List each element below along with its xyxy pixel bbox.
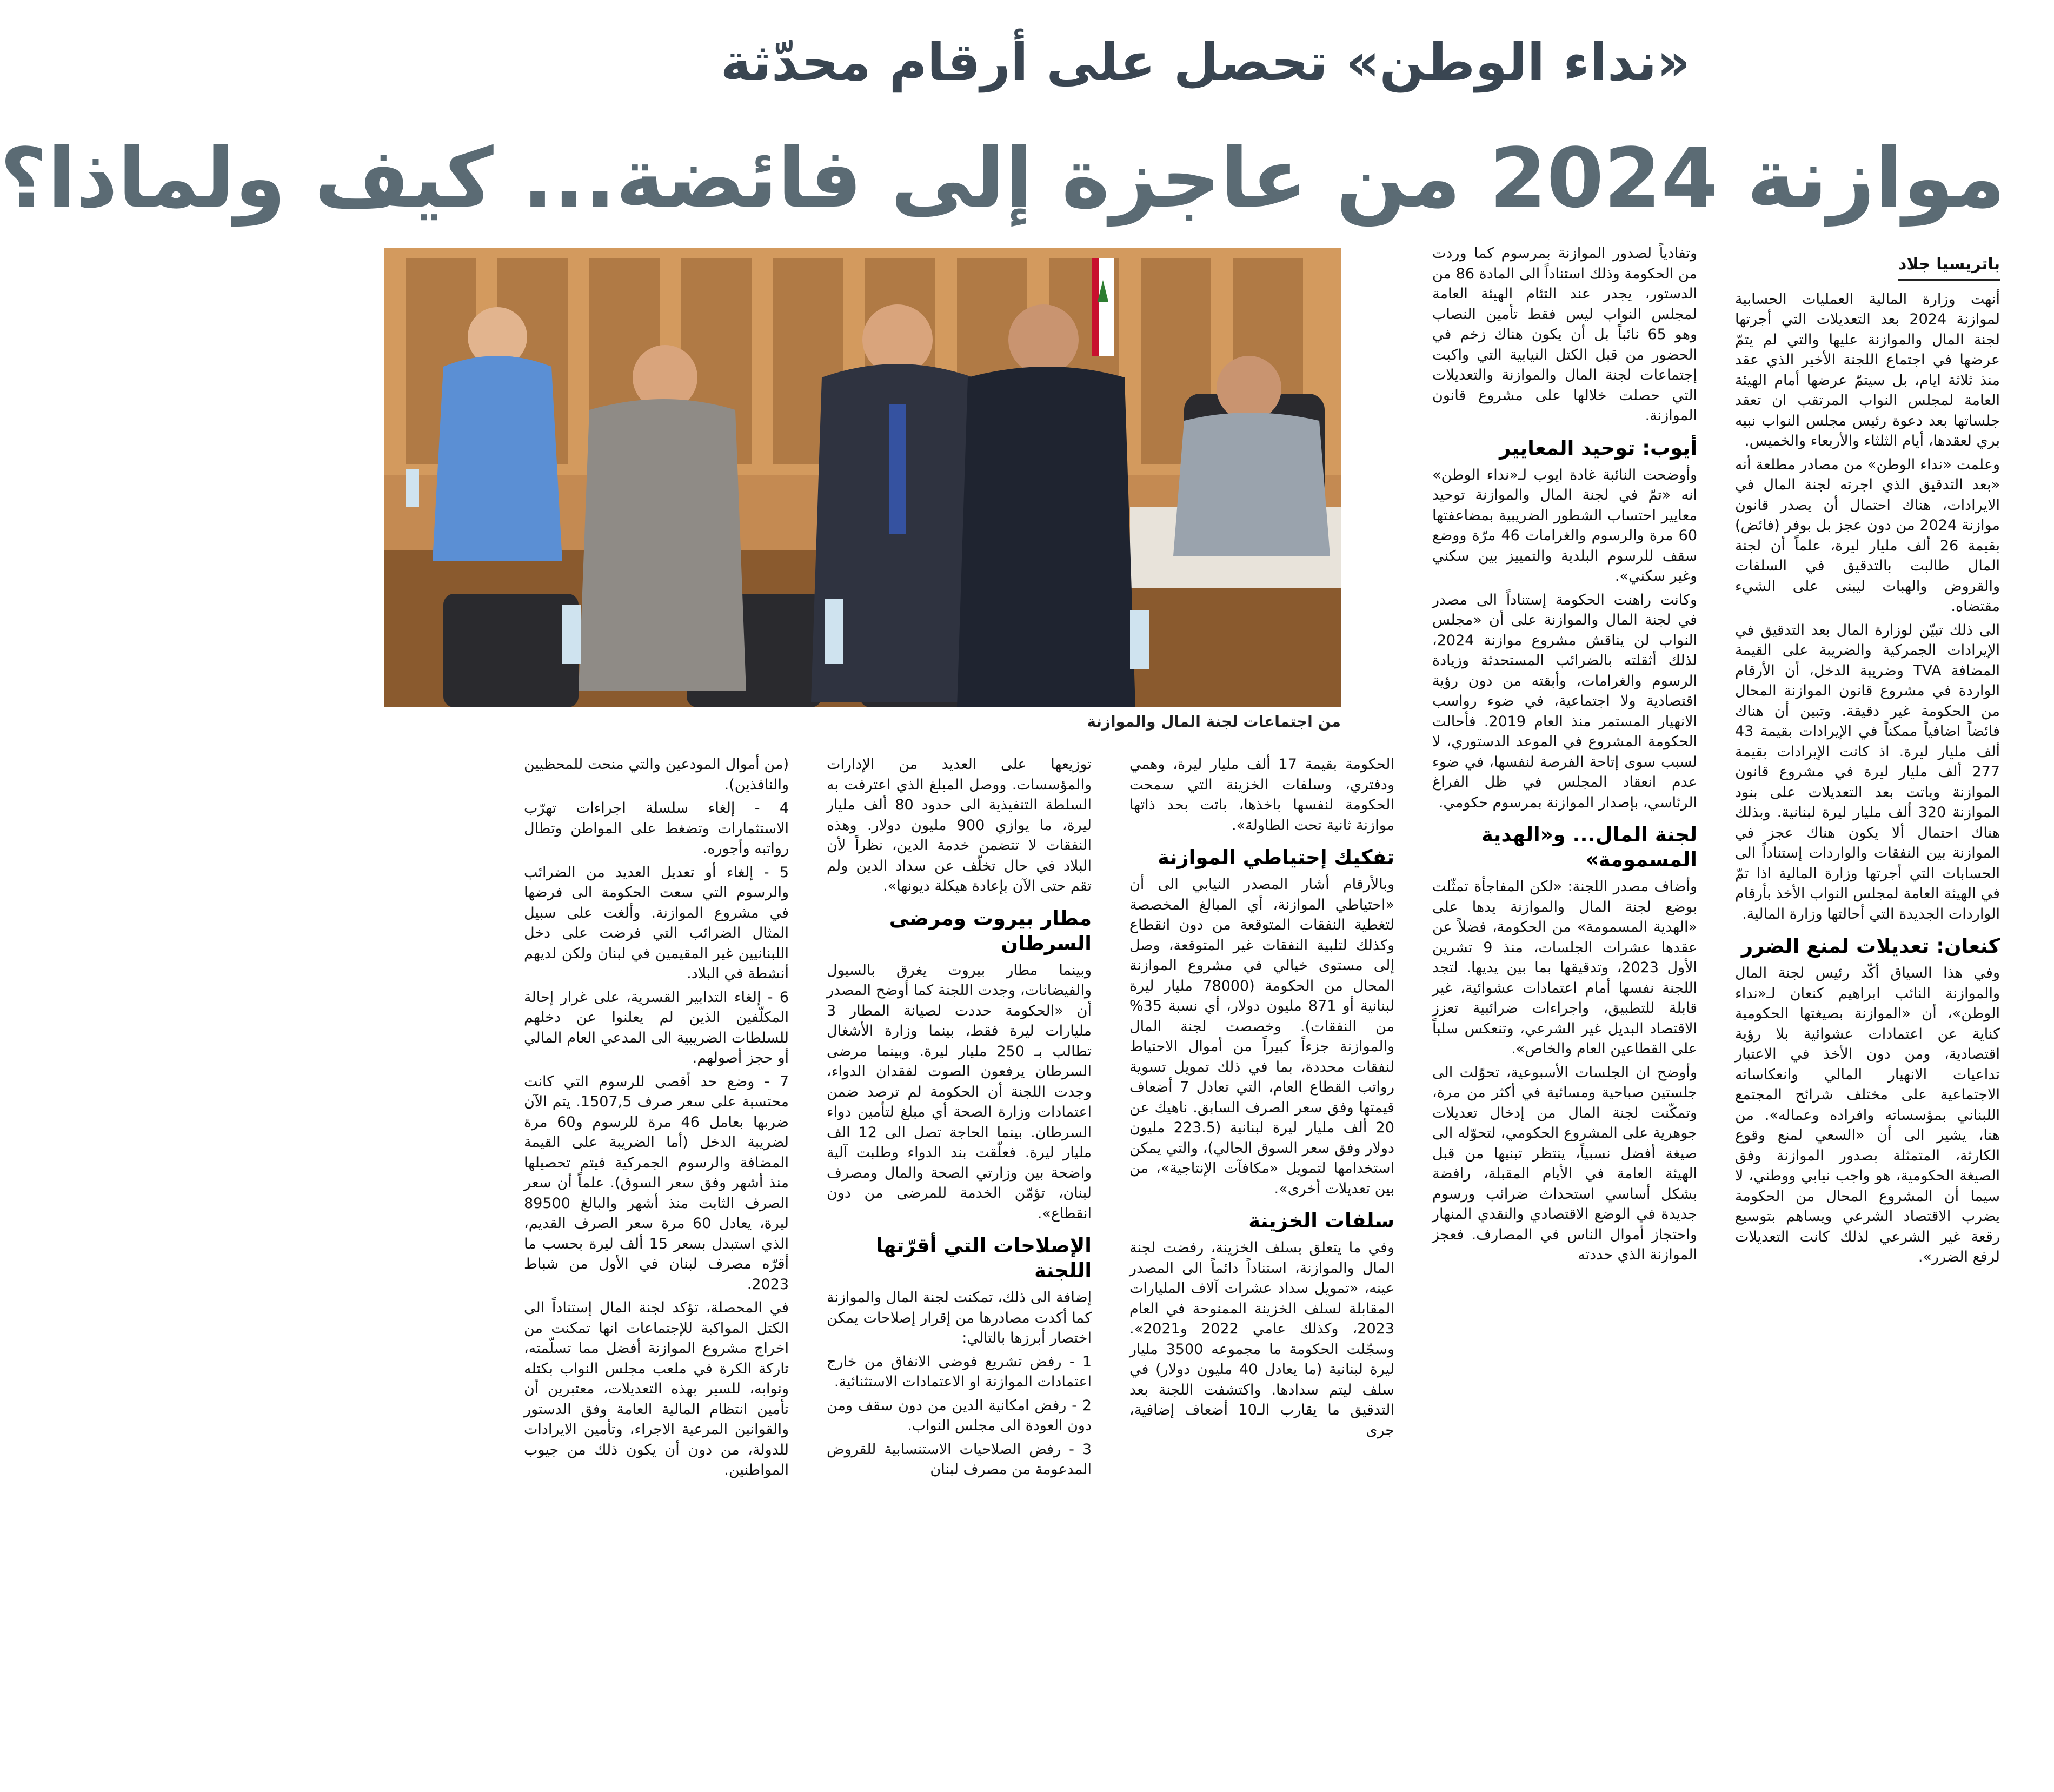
list-item: 5 - إلغاء أو تعديل العديد من الضرائب والرسوم التي سعت الحكومة الى فرضها في مشروع الموازنة. وألغت على سبيل المثال الضرائب التي فرضت على دخل اللبنانيين غير المقيمين في لبنان ولكن لديهم أنشطة في البلاد. [524,864,789,982]
list-item: 2 - رفض امكانية الدين من دون سقف ومن دون العودة الى مجلس النواب. [827,1397,1092,1434]
subheading: تفكيك إحتياطي الموازنة [1158,846,1394,869]
subheading: سلفات الخزينة [1248,1209,1394,1232]
paragraph: وتفادياً لصدور الموازنة بمرسوم كما وردت من الحكومة وذلك استناداً الى المادة 86 من الدستور، يجدر عند التئام الهيئة العامة لمجلس النواب ليس فقط تأمين النصاب وهو 65 نائباً بل أن يكون هناك زخم في الحضور من قبل الكتل النيابية التي واكبت إجتماعات لجنة المال والموازنة والتعديلات التي حصلت خلالها على مشروع قانون الموازنة. [1432,245,1697,424]
article-column-4 [827,754,1092,1763]
paragraph: في المحصلة، تؤكد لجنة المال إستناداً الى الكتل المواكبة للإجتماعات انها تمكنت من اخراج مشروع الموازنة أفضل مما تسلّمته، تاركة الكرة في ملعب مجلس النواب بكتله ونوابه، للسير بهذه التعديلات، معتبرين أن تأمين انتظام المالية العامة وفق الدستور والقوانين المرعية الاجراء، وتأمين الايرادات للدولة، من دون أن يكون ذلك من جيوب المواطنين. [524,1299,789,1478]
news-photo [384,248,1341,707]
list-item: 7 - وضع حد أقصى للرسوم التي كانت محتسبة على سعر صرف 1507,5. يتم الآن ضربها بعامل 46 مرة للرسوم و60 مرة لضريبة الدخل (أما الضريبة على القيمة المضافة والرسوم الجمركية فيتم تحصيلها منذ أشهر وفق سعر السوق). علماً أن سعر الصرف الثابت منذ أشهر والبالغ 89500 ليرة، يعادل 60 مرة سعر الصرف القديم، الذي استبدل بسعر 15 ألف ليرة بحسب ما أقرّه مصرف لبنان في الأول من شباط 2023. [524,1073,789,1293]
paragraph: وفي ما يتعلق بسلف الخزينة، رفضت لجنة المال والموازنة، استناداً دائماً الى المصدر عينه، «تمويل سداد عشرات آلاف المليارات المقابلة لسلف الخزينة الممنوحة في العام 2023، وكذلك عامي 2022 و2021». وسجّلت الحكومة ما مجموعه 3500 مليار ليرة لبنانية (ما يعادل 40 مليون دولار) في سلف ليتم سدادها. واكتشفت اللجنة بعد التدقيق ما يقارب الـ10 أضعاف إضافية، جرى [1129,1239,1395,1439]
list-item: 6 - إلغاء التدابير القسرية، على غرار إحالة المكلّفين الذين لم يعلنوا عن دخلهم للسلطات الضريبية الى المدعي العام المالي أو حجز أصولهم. [524,988,789,1066]
article-column-5 [524,754,789,1763]
article-column-3 [1129,754,1394,1763]
list-item: 3 - رفض الصلاحيات الاستنسابية للقروض المدعومة من مصرف لبنان [827,1441,1092,1478]
paragraph: الحكومة بقيمة 17 ألف مليار ليرة، وهمي ودفتري، وسلفات الخزينة التي سمحت الحكومة لنفسها باخذها، باتت بحد ذاتها موازنة ثانية تحت الطاولة». [1129,756,1395,834]
paragraph: أنهت وزارة المالية العمليات الحسابية لموازنة 2024 بعد التعديلات التي أجرتها لجنة المال والموازنة عليها والتي لم يتمّ عرضها في اجتماع اللجنة الأخير الذي عقد منذ ثلاثة ايام، بل سيتمّ عرضها أمام الهيئة العامة لمجلس النواب المرتقب ان تعقد جلساتها بعد دعوة رئيس مجلس النواب نبيه بري لعقدها، أيام الثلثاء والأربعاء والخميس. [1735,290,2000,449]
subheading: أيوب: توحيد المعايير [1499,436,1697,460]
article-column-1 [1735,254,2000,1763]
photo-caption: من اجتماعات لجنة المال والموازنة [1087,713,1341,731]
paragraph: وبينما مطار بيروت يغرق بالسيول والفيضانات، وجدت اللجنة كما أوضح المصدر أن «الحكومة حددت لصيانة المطار 3 مليارات ليرة فقط، بينما وزارة الأشغال تطالب بـ 250 مليار ليرة. وبينما مرضى السرطان يرفعون الصوت لفقدان الدواء، وجدت اللجنة أن الحكومة لم ترصد ضمن اعتمادات وزارة الصحة أي مبلغ لتأمين دواء السرطان. بينما الحاجة تصل الى 12 الف مليار ليرة. فعلّقت بند الدواء وطلبت آلية واضحة بين وزارتي الصحة والمال ومصرف لبنان، تؤمّن الخدمة للمرضى من دون انقطاع». [827,961,1092,1222]
paragraph: وبالأرقام أشار المصدر النيابي الى أن «احتياطي الموازنة، أي المبالغ المخصصة لتغطية النفقات المتوقعة من دون انقطاع وكذلك لتلبية النفقات غير المتوقعة، وصل إلى مستوى خيالي في مشروع الموازنة المحال من الحكومة (78000 مليار ليرة لبنانية أو 871 مليون دولار، أي نسبة 35% من النفقات). وخصصت لجنة المال والموازنة جزءاً كبيراً من أموال الاحتياط لنفقات محددة، بما في ذلك تمويل تسوية رواتب القطاع العام، التي تعادل 7 أضعاف قيمتها وفق سعر الصرف السابق. ناهيك عن 20 ألف مليار ليرة لبنانية (223.5 مليون دولار وفق سعر السوق الحالي)، والتي يمكن استخدامها لتمويل «مكافآت الإنتاجية»، من بين تعديلات أخرى». [1129,876,1395,1197]
paragraph: وأوضح ان الجلسات الأسبوعية، تحوّلت الى جلستين صباحية ومسائية في أكثر من مرة، وتمكّنت لجنة المال من إدخال تعديلات جوهرية على المشروع الحكومي، لتحوّله الى صيغة أفضل نسبياً، ينتظر تبنيها من قبل الهيئة العامة في الأيام المقبلة، رافضة بشكل أساسي استحداث ضرائب ورسوم جديدة في الوضع الاقتصادي والنقدي المنهار واحتجاز أموال الناس في المصارف. فعجز الموازنة الذي حددته [1432,1064,1697,1263]
meeting-photo-illustration [384,248,1341,707]
subheading: مطار بيروت ومرضى السرطان [889,906,1092,955]
article-column-2 [1432,243,1697,1763]
list-item: 1 - رفض تشريع فوضى الانفاق من خارج اعتمادات الموازنة او الاعتمادات الاستثنائية. [827,1353,1092,1390]
subheading: الإصلاحات التي أقرّتها اللجنة [876,1234,1092,1282]
paragraph: وأضاف مصدر اللجنة: «لكن المفاجأة تمثّلت بوضع لجنة المال والموازنة يدها على «الهدية المسمومة» من الحكومة، فضلاً عن عقدها عشرات الجلسات، منذ 9 تشرين الأول 2023، وتدقيقها بما بين يديها. لتجد اللجنة نفسها أمام اعتمادات عشوائية، غير قابلة للتطبيق، واجراءات ضرائبية تعزز الاقتصاد البديل غير الشرعي، وتنعكس سلباً على القطاعين العام والخاص». [1432,878,1698,1057]
subheading: لجنة المال... و«الهدية المسمومة» [1481,823,1697,871]
headline: موازنة 2024 من عاجزة إلى فائضة... كيف ولماذا؟ [0,130,2005,226]
list-item: (من أموال المودعين والتي منحت للمحظيين والنافذين). [524,756,789,793]
paragraph: توزيعها على العديد من الإدارات والمؤسسات. ووصل المبلغ الذي اعترفت به السلطة التنفيذية الى حدود 80 ألف مليار ليرة، ما يوازي 900 مليون دولار. وهذه النفقات لا تتضمن خدمة الدين، نظراً لأن البلاد في حال تخلّف عن سداد الدين ولم تقم حتى الآن بإعادة هيكلة ديونها». [827,756,1092,894]
subheading: كنعان: تعديلات لمنع الضرر [1741,934,2000,958]
paragraph: وأوضحت النائبة غادة ايوب لـ«نداء الوطن» انه «تمّ في لجنة المال والموازنة توحيد معايير احتساب الشطور الضريبية بمضاعفتها 60 مرة والرسوم والغرامات 46 مرّة ووضع سقف للرسوم البلدية والتمييز بين سكني وغير سكني». [1432,466,1698,585]
paragraph: وفي هذا السياق أكّد رئيس لجنة المال والموازنة النائب ابراهيم كنعان لـ«نداء الوطن»، أن «الموازنة بصيغتها الحكومية كناية عن اعتمادات عشوائية بلا رؤية اقتصادية، ومن دون الأخذ في الاعتبار تداعيات الانهيار المالي وانعكاساته الاجتماعية على مختلف شرائح المجتمع اللبناني بمؤسساته وافراده وعماله». من هنا، يشير الى أن «السعي لمنع وقوع الكارثة، المتمثلة بصدور الموازنة وفق الصيغة الحكومية، هو واجب نيابي ووطني، لا سيما أن المشروع المحال من الحكومة يضرب الاقتصاد الشرعي ويساهم بتوسيع رقعة غير الشرعي لذلك كانت التعديلات لرفع الضرر». [1735,965,2000,1265]
paragraph: وكانت راهنت الحكومة إستناداً الى مصدر في لجنة المال والموازنة على أن «مجلس النواب لن يناقش مشروع موازنة 2024، لذلك أثقلته بالضرائب المستحدثة وزيادة الرسوم والغرامات، وأبقته من دون رؤية اقتصادية ولا اجتماعية، في ضوء رواسب الانهيار المستمر منذ العام 2019. فأحالت الحكومة المشروع في الموعد الدستوري، لا لسبب سوى إتاحة الفرصة لنفسها، في ضوء عدم انعقاد المجلس في ظل الفراغ الرئاسي، بإصدار الموازنة بمرسوم حكومي. [1432,591,1697,811]
list-item: 4 - إلغاء سلسلة اجراءات تهرّب الاستثمارات وتضغط على المواطن وتطال رواتبه وأجوره. [524,800,789,857]
paragraph: الى ذلك تبيّن لوزارة المال بعد التدقيق في الإيرادات الجمركية والضريبة على القيمة المضافة TVA وضريبة الدخل، أن الأرقام الواردة في مشروع قانون الموازنة المحال من الحكومة غير دقيقة. وتبين أن هناك فائضاً اضافياً ممكناً في الإيرادات بقيمة 43 ألف مليار ليرة. اذ كانت الإيرادات بقيمة 277 ألف مليار ليرة في مشروع قانون الموازنة وباتت بعد التعديلات على بنود الموازنة 320 ألف مليار ليرة لبنانية. وبذلك هناك احتمال ألا يكون هناك عجز في الموازنة بين النفقات والواردات إستناداً الى الحسابات التي أجرتها وزارة المالية اذا تمّ في الهيئة العامة لمجلس النواب الأخذ بأرقام الواردات الجديدة التي أحالتها وزارة المالية. [1735,621,2000,922]
byline: باتريسيا جلاد [1898,254,2000,281]
paragraph: إضافة الى ذلك، تمكنت لجنة المال والموازنة كما أكدت مصادرها من إقرار إصلاحات يمكن اختصار أبرزها بالتالي: [827,1289,1092,1346]
paragraph: وعلمت «نداء الوطن» من مصادر مطلعة أنه «بعد التدقيق الذي اجرته لجنة المال في الايرادات، هناك احتمال أن يصدر قانون موازنة 2024 من دون عجز بل بوفر (فائض) بقيمة 26 ألف مليار ليرة، علماً أن لجنة المال طالبت بالتدقيق في السلفات والقروض والهبات ليبنى على الشيء مقتضاه. [1735,456,2000,615]
kicker: «نداء الوطن» تحصل على أرقام محدّثة [720,32,1691,92]
